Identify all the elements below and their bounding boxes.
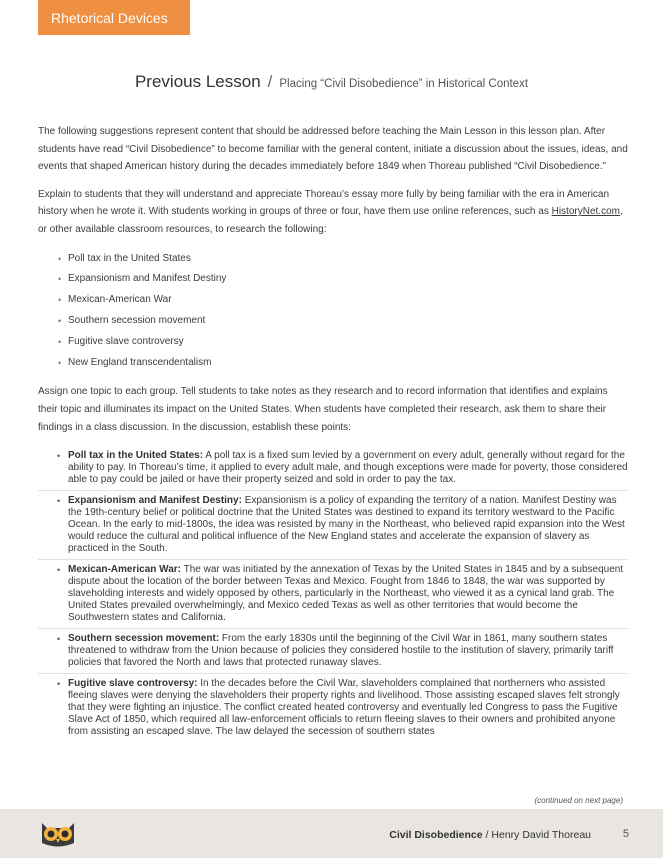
topic-item: • Southern secession movement — [38, 311, 628, 332]
owl-logo-icon — [38, 819, 78, 849]
discussion-point — [38, 628, 628, 673]
historynet-link[interactable]: HistoryNet.com — [551, 206, 620, 218]
footer-separator: / — [482, 829, 492, 841]
point-term: Expansionism and Manifest Destiny: — [68, 495, 242, 507]
point-text: The war was initiated by the annexation of Texas by the United States in 1845 and by a subsequent dispute about the location of the border between Texas and Mexico. Fought from 1846 to 1848, the war was supported by slaveholding interests and widely opposed by others, particularly in the Northeast, who viewed it as a cynical land grab. The United States prevailed overwhelmingly, and Mexico ceded Texas as well as other territories that would become the Southwestern states and California. — [68, 564, 624, 624]
point-text: Expansionism is a policy of expanding the territory of a nation. Manifest Destiny was the 19th-century belief or political doctrine that the United States was destined to expand its territory westward to the Pacific Ocean. In the early to mid-1800s, the idea was resisted by many in the Northeast, who believed rapid expansion into the West would reduce the cultural and political influence of the New England states and accelerate the expansion of slavery as practiced in the South. — [68, 495, 625, 555]
assign-paragraph: Assign one topic to each group. Tell students to take notes as they research and to record information that identifies and explains their topic and illuminates its impact on the United States. When students have completed their research, ask them to share their findings in a class discussion. In the discussion, establish these points: — [38, 386, 608, 433]
lesson-content — [38, 123, 628, 742]
discussion-points — [38, 446, 628, 742]
discussion-point — [38, 446, 628, 490]
topic-item: • New England transcendentalism — [38, 353, 628, 374]
explain-text-before: Explain to students that they will understand and appreciate Thoreau’s essay more fully by being familiar with the era in American history when he wrote it. With students working in groups of three or four, have them use online references, such as — [38, 188, 610, 218]
footer-book-title: Civil Disobedience — [389, 829, 483, 841]
topic-item: • Fugitive slave controversy — [38, 332, 628, 353]
explain-paragraph — [38, 186, 628, 239]
topic-item: • Expansionism and Manifest Destiny — [38, 269, 628, 290]
footer-author: Henry David Thoreau — [491, 829, 591, 841]
heading-separator: / — [267, 72, 273, 91]
intro-paragraph: The following suggestions represent content that should be addressed before teaching the Main Lesson in this lesson plan. After students have read “Civil Disobedience” to become familiar with the general content, initiate a discussion about the issues, ideas, and events that shaped American history during the decades immediately before 1849 when Thoreau published “Civil Disobedience.” — [38, 126, 628, 173]
point-term: Mexican-American War: — [68, 564, 181, 576]
discussion-point — [38, 559, 628, 628]
continued-note: (continued on next page) — [534, 796, 623, 805]
page-footer — [0, 809, 663, 858]
topic-item: • Mexican-American War — [38, 290, 628, 311]
topic-list — [38, 249, 628, 374]
page-heading — [0, 72, 663, 92]
section-tab: Rhetorical Devices — [38, 0, 190, 35]
discussion-point — [38, 490, 628, 559]
point-term: Southern secession movement: — [68, 633, 220, 645]
page-number: 5 — [622, 828, 629, 840]
point-text: A poll tax is a fixed sum levied by a government on every adult, generally without regard for the ability to pay. In Thoreau’s time, it applied to every adult male, and though exceptions were made for poverty, those considered able to pay could be jailed or have their property seized and sold in order to pay the tax. — [68, 450, 628, 486]
topic-item: • Poll tax in the United States — [38, 249, 628, 270]
point-text: From the early 1830s until the beginning of the Civil War in 1861, many southern states threatened to withdraw from the Union because of policies they considered hostile to the institution of slavery, primarily tariff policies that favored the North and laws that protected runaway slaves. — [68, 633, 614, 669]
footer-title — [389, 829, 591, 841]
point-text: In the decades before the Civil War, slaveholders complained that northerners who assisted fleeing slaves were denying the slaveholders their property rights and livelihood. Those assisting escaped slaves felt strongly that they were fighting an injustice. The conflict created heated controversy and eventually led Congress to pass the Fugitive Slave Act of 1850, which required all law-enforcement officials to return fleeing slaves to their owners and prohibited anyone from assisting an escaped slave. The law delayed the secession of southern states — [68, 678, 620, 738]
heading-title: Previous Lesson — [134, 72, 261, 91]
explain-text-after: , or other available classroom resources, to research the following: — [38, 206, 623, 235]
point-term: Fugitive slave controversy: — [68, 678, 198, 690]
point-term: Poll tax in the United States: — [68, 450, 204, 462]
heading-subtitle: Placing “Civil Disobedience” in Historical Context — [279, 78, 529, 90]
discussion-point — [38, 673, 628, 742]
